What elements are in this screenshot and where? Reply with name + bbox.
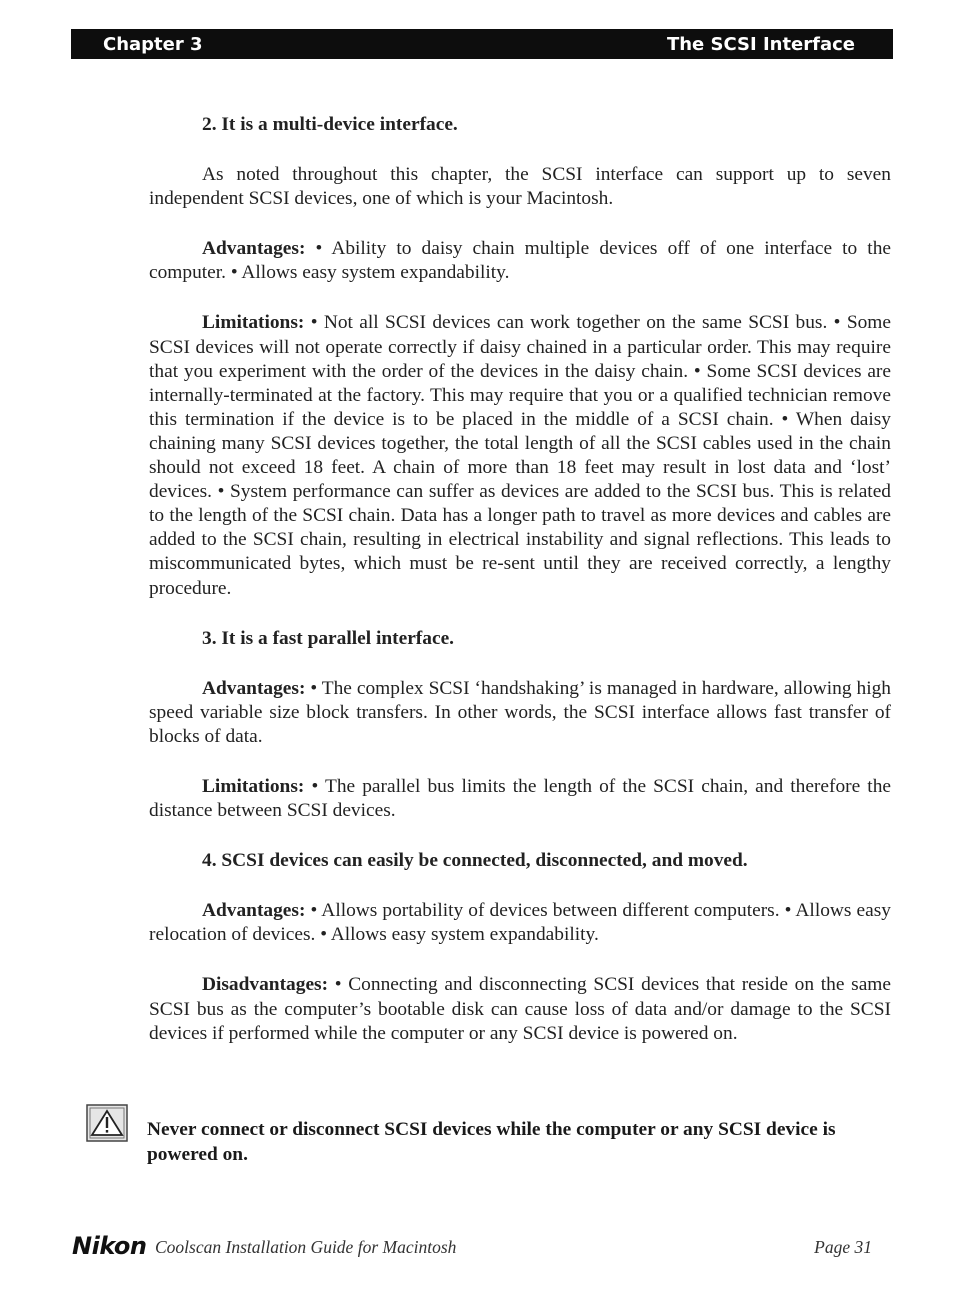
section-3-heading: 3. It is a fast parallel interface. [202, 627, 455, 649]
warning-message: Never connect or disconnect SCSI devices while the computer or any SCSI device is powered on. [147, 1119, 836, 1166]
limitations-label: Limitations: [202, 775, 305, 797]
nikon-logo: Nikon [72, 1232, 147, 1260]
chapter-header-bar [71, 29, 893, 59]
section-2-heading: 2. It is a multi-device interface. [202, 114, 458, 135]
section-3-limitations [149, 775, 891, 823]
warning-triangle-icon [86, 1104, 128, 1142]
advantages-label: Advantages: [202, 900, 306, 922]
advantages-text: • The complex SCSI ‘handshaking’ is managed in hardware, allowing high speed variable size block transfers. In other words, the SCSI interface allows fast transfer of blocks of data. [149, 677, 891, 747]
section-2-advantages [149, 237, 891, 285]
section-4-heading: 4. SCSI devices can easily be connected, disconnected, and moved. [202, 850, 748, 872]
section-title: The SCSI Interface [666, 33, 855, 55]
section-2-limitations [149, 311, 891, 600]
advantages-text: • Allows portability of devices between different computers. • Allows easy relocation of devices. • Allows easy system expandability. [149, 900, 891, 946]
section-4-disadvantages [149, 973, 891, 1045]
advantages-label: Advantages: [202, 238, 306, 260]
advantages-label: Advantages: [202, 677, 306, 699]
section-3-advantages [149, 677, 891, 749]
advantages-text: • Ability to daisy chain multiple devices off of one interface to the computer. • Allows easy system expandability. [149, 238, 891, 284]
limitations-label: Limitations: [202, 312, 305, 334]
guide-title: Coolscan Installation Guide for Macintosh [155, 1237, 457, 1257]
limitations-text: • Not all SCSI devices can work together on the same SCSI bus. • Some SCSI devices will not operate correctly if daisy chained in a particular order. This may require that you experiment with the order of the devices in the daisy chain. • Some SCSI devices are internally-terminated at the factory. This may require that you or a qualified technician remove this termination if the device is to be placed in the middle of a SCSI chain. • When daisy chaining many SCSI devices together, the total length of all the SCSI cables used in the chain should not exceed 18 feet. A chain of more than 18 feet may result in lost data and ‘lost’ devices. • System performance can suffer as devices are added to the SCSI bus. This is related to the length of the SCSI chain. Data has a longer path to travel as more devices and cables are added to the SCSI chain, resulting in electrical instability and signal reflections. This leads to miscommunicated bytes, which must be re-sent until they are received correctly, a lengthy procedure. [149, 312, 891, 599]
page-number: Page 31 [814, 1237, 872, 1257]
disadvantages-label: Disadvantages: [202, 974, 329, 996]
limitations-text: • The parallel bus limits the length of the SCSI chain, and therefore the distance between SCSI devices. [149, 775, 891, 822]
disadvantages-text: • Connecting and disconnecting SCSI devices that reside on the same SCSI bus as the computer’s bootable disk can cause loss of data and/or damage to the SCSI devices if performed while the computer or any SCSI device is powered on. [149, 974, 891, 1044]
chapter-label: Chapter 3 [103, 33, 203, 55]
section-2-intro: As noted throughout this chapter, the SCSI interface can support up to seven independent SCSI devices, one of which is your Macintosh. [149, 164, 891, 210]
section-4-advantages [149, 899, 891, 947]
page-footer [72, 1232, 872, 1262]
page-body [149, 113, 891, 1046]
